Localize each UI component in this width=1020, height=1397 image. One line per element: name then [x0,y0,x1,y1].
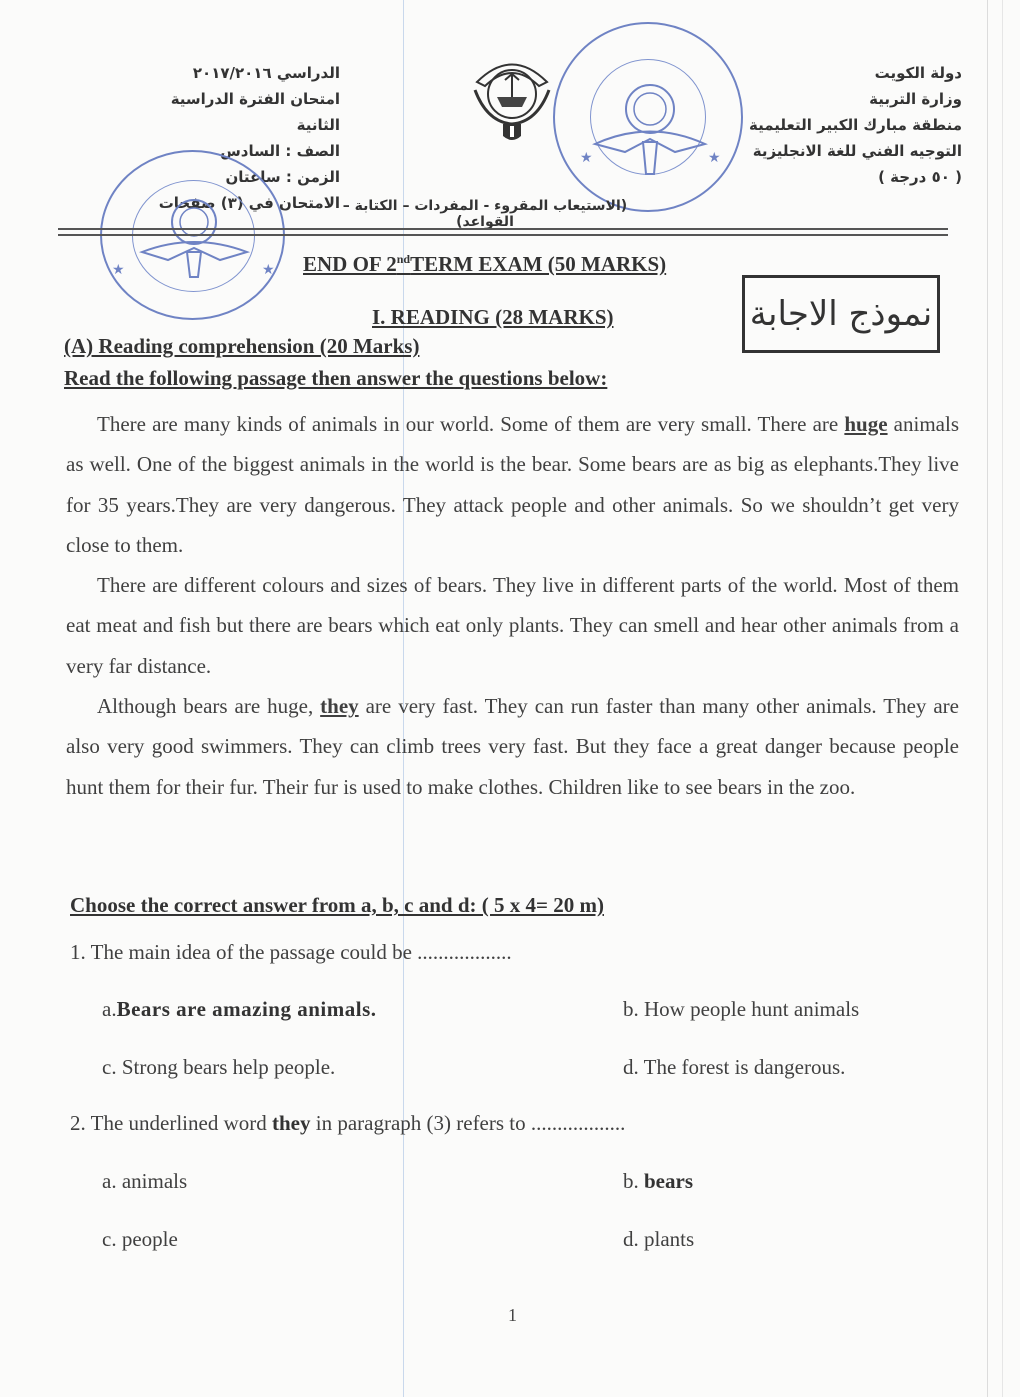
option-text: plants [644,1227,695,1251]
header-line: الصف : السادس [220,142,340,160]
option-letter: a. [102,1169,122,1193]
header-divider [58,228,948,236]
header-line: دولة الكويت [874,64,962,82]
answer-key-box [742,275,940,353]
header-line: وزارة التربية [869,90,962,108]
question-text: 2. The underlined word [70,1111,272,1135]
questions-instruction: Choose the correct answer from a, b, c and d: ( 5 x 4= 20 m) [70,893,604,917]
header-line: امتحان الفترة الدراسية الثانية [170,90,340,134]
header-line: الامتحان في (٣) صفحات [158,194,340,212]
question-text: 1. The main idea of the passage could be [70,940,418,964]
option-letter: c. [102,1055,122,1079]
header-line: الدراسي ٢٠١٧/٢٠١٦ [192,64,340,82]
answer-option [102,1227,178,1252]
scan-edge-line-outer [1002,0,1003,1397]
answer-option [102,997,377,1022]
question-text: in paragraph (3) refers to [310,1111,531,1135]
passage-text: are very fast. They can run faster than many other animals. They are also very good swimmers. They can climb trees very fast. But they face a great danger because people hunt them for their fur. Their fur is used to make clothes. Children like to see bears in the zoo. [66,694,959,799]
passage-paragraph: There are different colours and sizes of bears. They live in different parts of the world. Most of them eat meat and fish but there are bears which eat only plants. They can smell and hear other animals from a very far distance. [66,573,959,678]
option-text: people [121,1227,178,1251]
option-letter: d. [623,1227,644,1251]
exam-skills-line: (الاستيعاب المقروء - المفردات – الكتابة – القواعد) [342,198,628,230]
exam-title [303,252,666,277]
underlined-word: huge [844,412,888,436]
exam-title-text: TERM EXAM (50 MARKS) [410,252,667,276]
answer-option [623,1055,845,1080]
answer-option [102,1055,335,1080]
answer-key-label: نموذج الاجابة [749,294,933,334]
stamp-emblem-icon [555,24,745,214]
passage-text: animals as well. One of the biggest animals in the world is the bear. Some bears are as big as elephants.They live for 35 years.They are very dangerous. They attack people and other animals. So we shouldn’t get very close to them. [66,412,959,557]
section-title: I. READING (28 MARKS) [372,305,614,329]
official-stamp [553,22,743,212]
answer-option [102,1169,187,1194]
passage-paragraph [66,404,959,565]
kuwait-emblem-icon [467,52,557,147]
option-letter: a. [102,997,117,1021]
option-text: The forest is dangerous. [643,1055,846,1079]
ministry-header [712,60,962,190]
reading-passage [66,404,959,807]
svg-text:★: ★ [708,150,721,166]
header-line: منطقة مبارك الكبير التعليمية [749,116,962,134]
option-letter: b. [623,1169,644,1193]
exam-title-sup: nd [396,252,411,266]
passage-instruction: Read the following passage then answer the questions below: [64,366,608,390]
option-letter: c. [102,1227,122,1251]
page-number: 1 [508,1305,517,1325]
option-letter: d. [623,1055,644,1079]
option-text-correct: bears [644,1169,693,1193]
underlined-word: they [320,694,359,719]
option-text: animals [121,1169,188,1193]
header-line: التوجيه الفني للغة الانجليزية [752,142,962,160]
answer-option [623,1169,693,1194]
answer-option [623,1227,694,1252]
passage-paragraph [66,686,959,807]
question-blank: .................. [417,940,512,964]
option-text-correct: Bears are amazing animals. [116,997,377,1021]
option-letter: b. [623,997,644,1021]
option-text: How people hunt animals [644,997,860,1021]
header-line: الزمن : ساعتان [225,168,340,186]
question-stem [70,1111,625,1136]
passage-text: There are many kinds of animals in our world. Some of them are very small. There are [97,412,845,436]
svg-text:★: ★ [112,262,125,278]
svg-text:★: ★ [262,262,275,278]
answer-option [623,997,859,1022]
question-stem [70,940,512,965]
header-line: ( ٥٠ درجة ) [878,168,962,186]
scan-edge-line [987,0,988,1397]
question-keyword: they [271,1111,311,1135]
question-blank: .................. [530,1111,626,1135]
stamp-emblem-icon [102,152,287,322]
exam-title-text: END OF 2 [303,252,397,276]
subsection-title: (A) Reading comprehension (20 Marks) [64,334,420,358]
option-text: Strong bears help people. [121,1055,336,1079]
passage-text: Although bears are huge, [97,694,321,719]
svg-text:★: ★ [580,150,593,166]
